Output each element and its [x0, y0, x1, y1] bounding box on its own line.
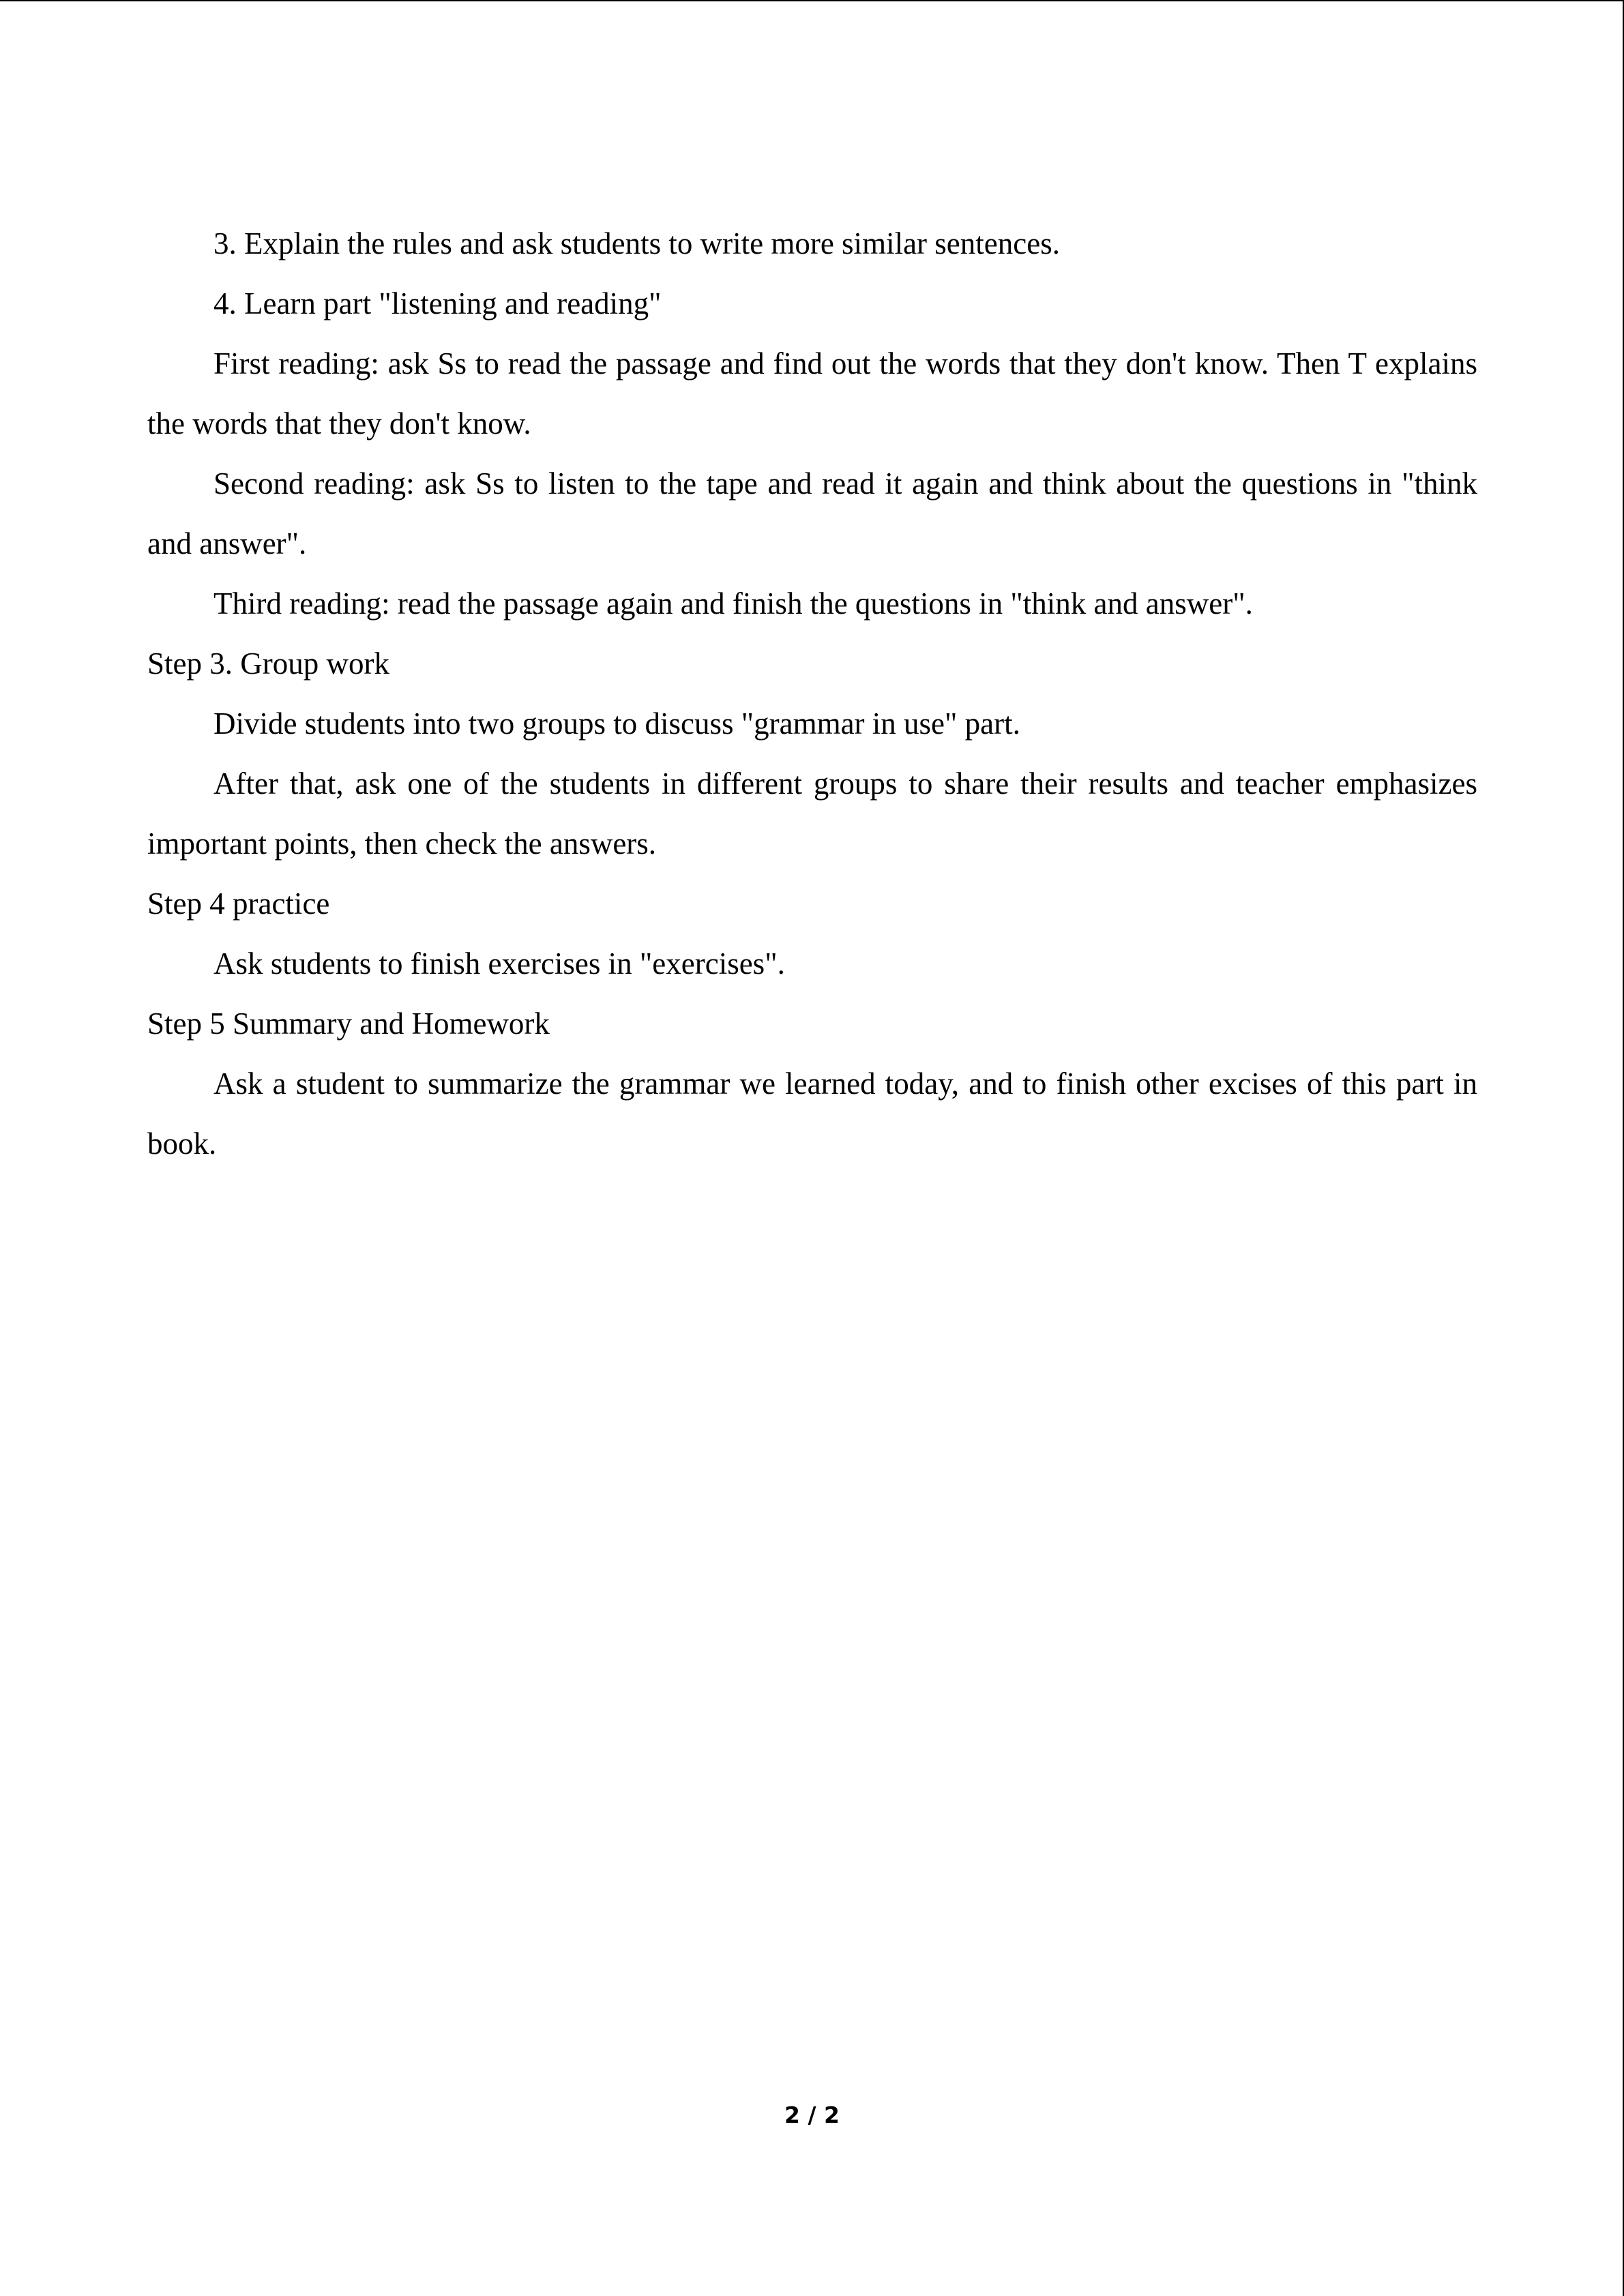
document-body	[147, 213, 1477, 1174]
paragraph-summary-homework: Ask a student to summarize the grammar we learned today, and to finish other excises of this part in book.	[147, 1067, 1477, 1161]
paragraph-first-reading: First reading: ask Ss to read the passage and find out the words that they don't know. Then T explains the words that they don't know.	[147, 346, 1477, 441]
page-number: 2 / 2	[784, 2102, 840, 2128]
paragraph-divide-groups: Divide students into two groups to discuss "grammar in use" part.	[213, 706, 1020, 741]
paragraph-learn-part: 4. Learn part "listening and reading"	[213, 286, 662, 320]
paragraph-second-reading: Second reading: ask Ss to listen to the tape and read it again and think about the questions in "think and answer".	[147, 466, 1477, 561]
heading-step-5: Step 5 Summary and Homework	[147, 1007, 550, 1041]
paragraph-share-results: After that, ask one of the students in different groups to share their results and teacher emphasizes important points, then check the answers.	[147, 766, 1477, 861]
paragraph-explain-rules: 3. Explain the rules and ask students to write more similar sentences.	[213, 226, 1060, 260]
paragraph-exercises: Ask students to finish exercises in "exercises".	[213, 946, 785, 981]
heading-step-3: Step 3. Group work	[147, 646, 389, 681]
paragraph-third-reading: Third reading: read the passage again and finish the questions in "think and answer".	[213, 586, 1253, 621]
heading-step-4: Step 4 practice	[147, 886, 330, 921]
